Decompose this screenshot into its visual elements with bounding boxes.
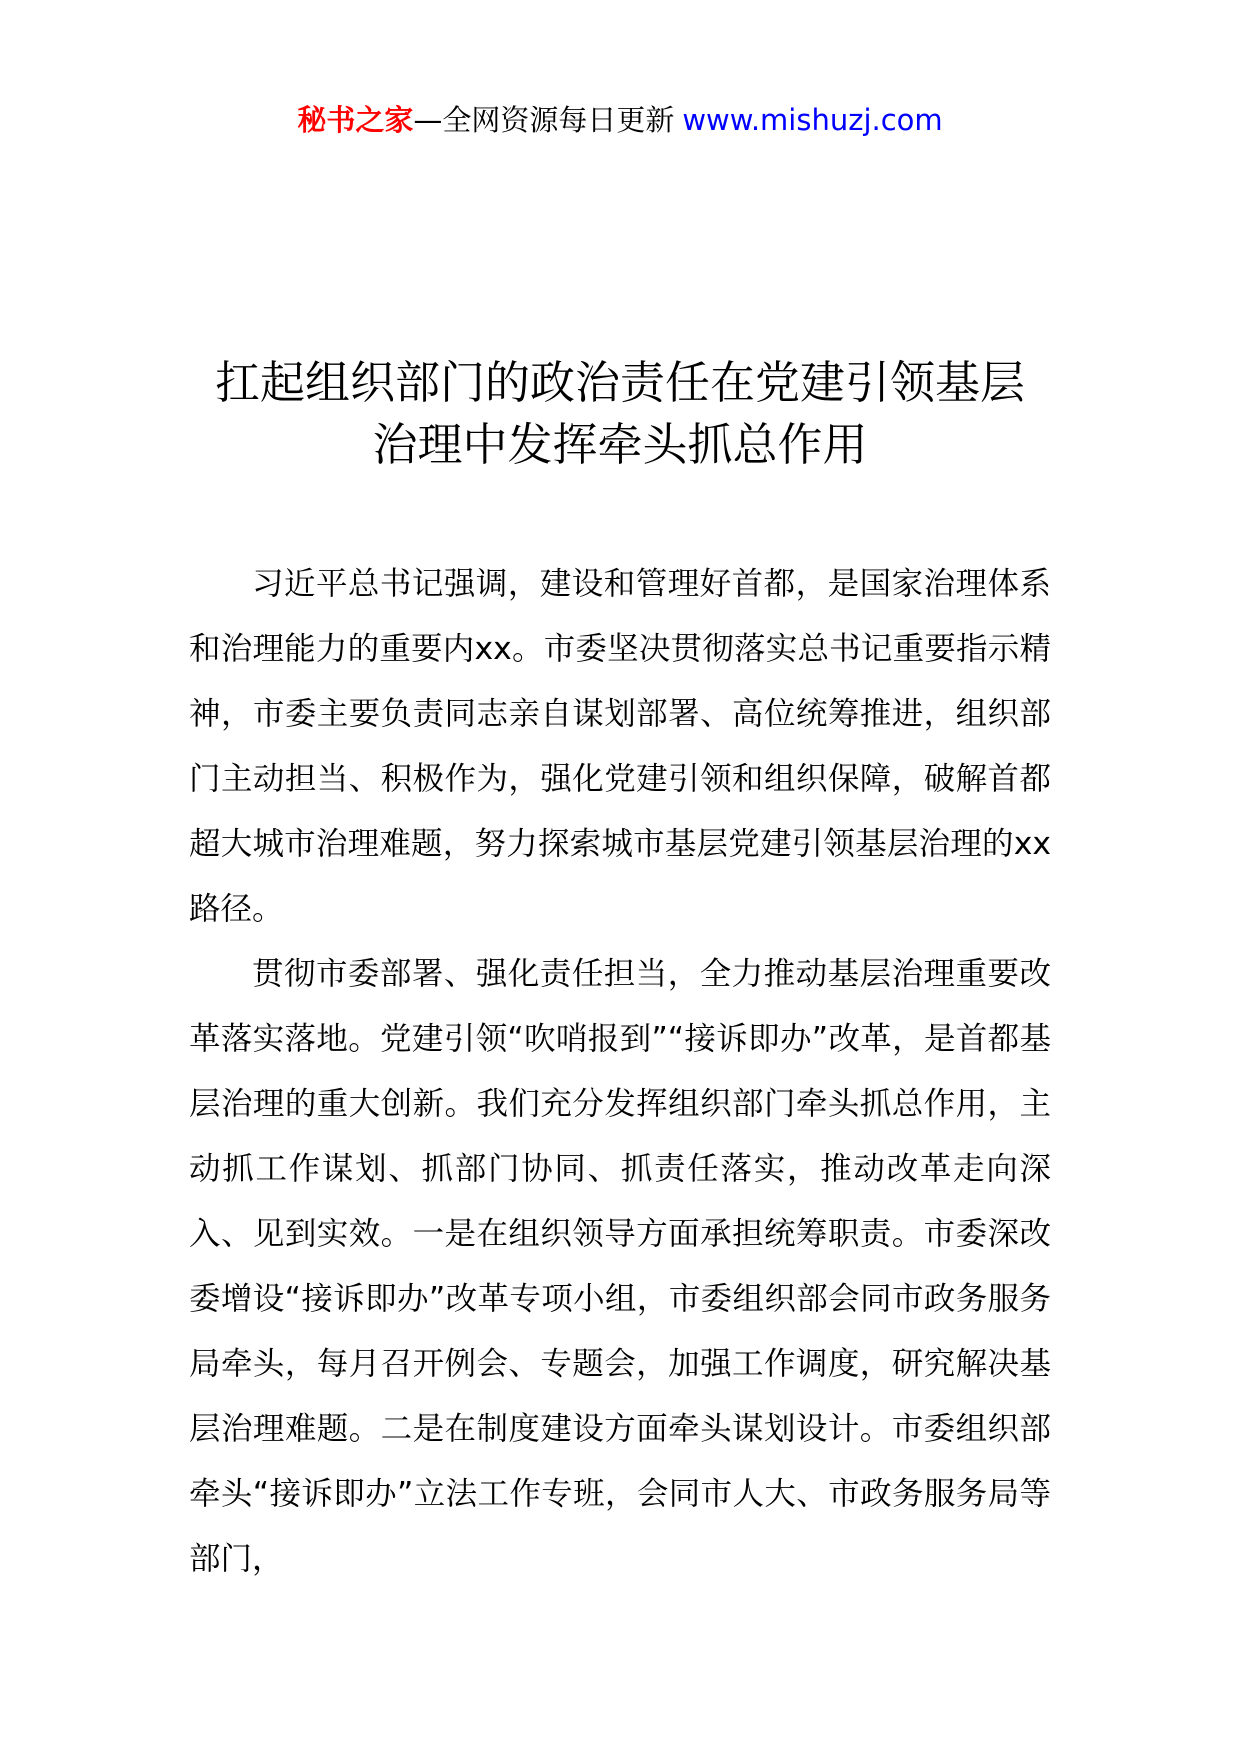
document-title-line-1: 扛起组织部门的政治责任在党建引领基层 <box>214 356 1025 409</box>
document-title <box>180 352 1060 476</box>
document-title-line-2: 治理中发挥牵头抓总作用 <box>372 418 868 471</box>
site-header <box>0 100 1240 140</box>
site-url-link[interactable]: www.mishuzj.com <box>682 103 943 137</box>
body-paragraph-1: 习近平总书记强调，建设和管理好首都，是国家治理体系和治理能力的重要内xx。市委坚决贯彻落实总书记重要指示精神，市委主要负责同志亲自谋划部署、高位统筹推进，组织部门主动担当、积极作为，强化党建引领和组织保障，破解首都超大城市治理难题，努力探索城市基层党建引领基层治理的xx路径。 <box>189 566 1051 927</box>
document-body <box>189 552 1051 1592</box>
body-paragraph-2: 贯彻市委部署、强化责任担当，全力推动基层治理重要改革落实落地。党建引领“吹哨报到”“接诉即办”改革，是首都基层治理的重大创新。我们充分发挥组织部门牵头抓总作用，主动抓工作谋划、抓部门协同、抓责任落实，推动改革走向深入、见到实效。一是在组织领导方面承担统筹职责。市委深改委增设“接诉即办”改革专项小组，市委组织部会同市政务服务局牵头，每月召开例会、专题会，加强工作调度，研究解决基层治理难题。二是在制度建设方面牵头谋划设计。市委组织部牵头“接诉即办”立法工作专班，会同市人大、市政务服务局等部门， <box>189 956 1051 1577</box>
site-tagline: —全网资源每日更新 <box>413 103 675 137</box>
site-brand: 秘书之家 <box>297 103 414 137</box>
